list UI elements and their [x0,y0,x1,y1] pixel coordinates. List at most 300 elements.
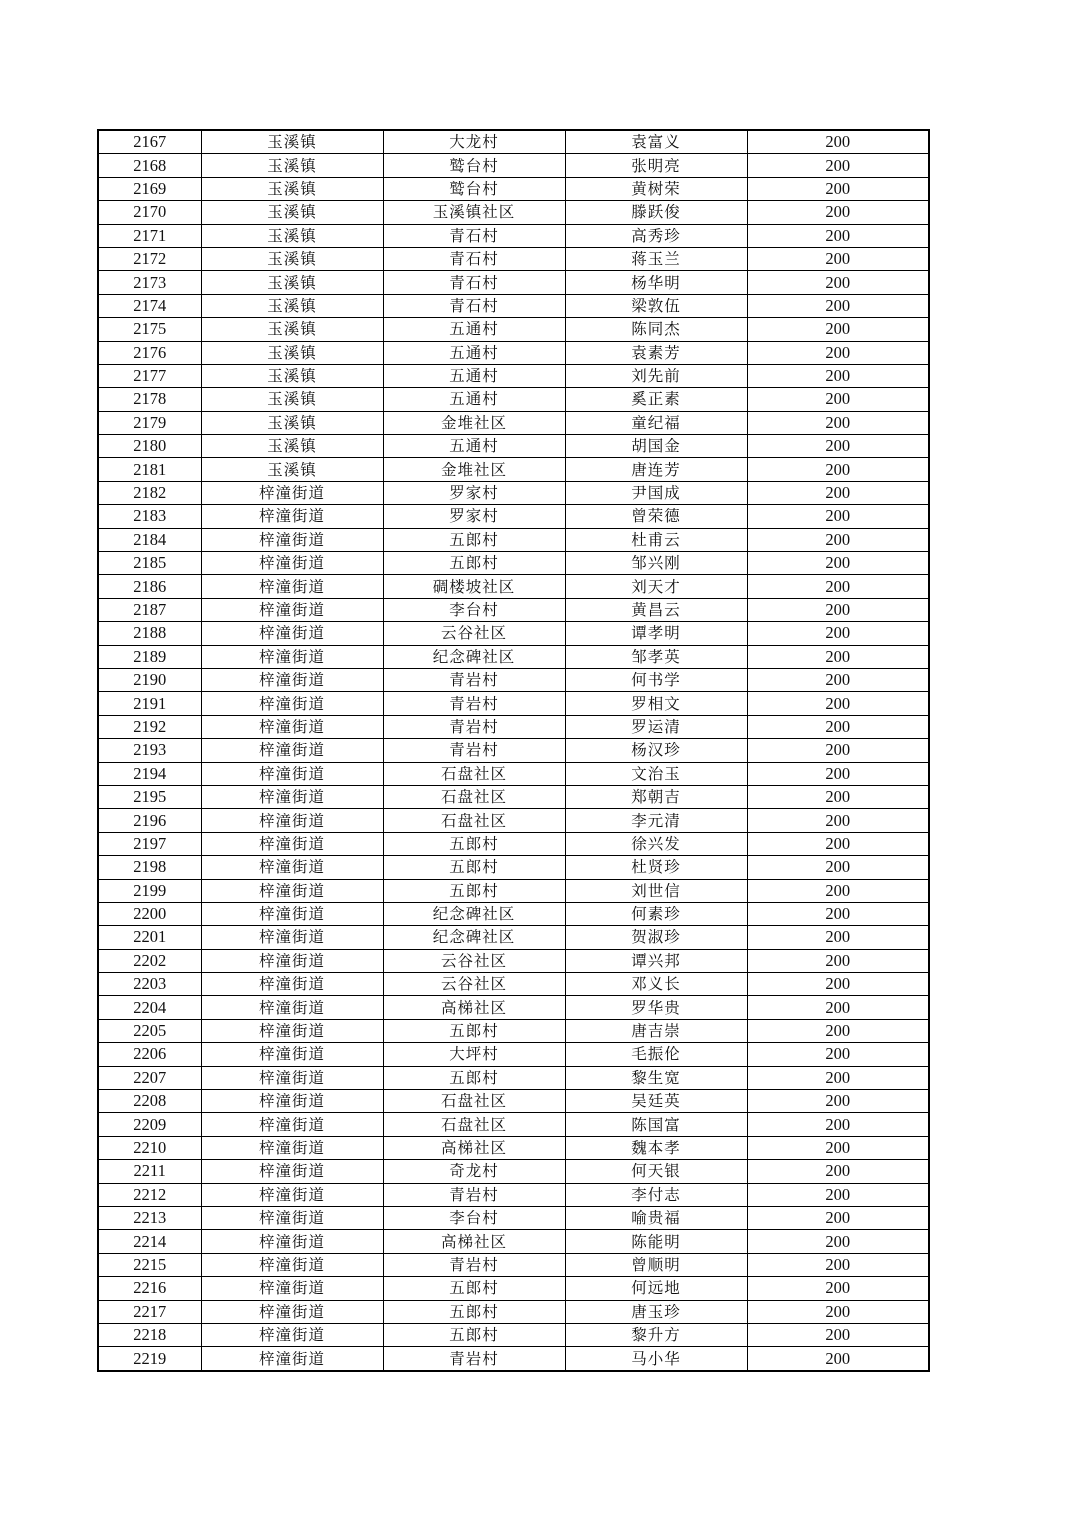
name-cell: 罗相文 [565,692,747,715]
row-number: 2183 [98,505,201,528]
row-number: 2193 [98,739,201,762]
town-cell: 梓潼街道 [201,505,383,528]
village-cell: 鹫台村 [383,177,565,200]
village-cell: 五通村 [383,364,565,387]
table-row [98,528,929,551]
table-row [98,762,929,785]
amount-cell: 200 [747,598,929,621]
table-row [98,902,929,925]
row-number: 2205 [98,1019,201,1042]
row-number: 2218 [98,1323,201,1346]
amount-cell: 200 [747,154,929,177]
table-row [98,481,929,504]
row-number: 2184 [98,528,201,551]
amount-cell: 200 [747,364,929,387]
town-cell: 玉溪镇 [201,224,383,247]
row-number: 2192 [98,715,201,738]
row-number: 2209 [98,1113,201,1136]
amount-cell: 200 [747,1019,929,1042]
row-number: 2168 [98,154,201,177]
row-number: 2197 [98,832,201,855]
row-number: 2203 [98,973,201,996]
row-number: 2216 [98,1277,201,1300]
table-row [98,1113,929,1136]
name-cell: 唐玉珍 [565,1300,747,1323]
town-cell: 梓潼街道 [201,1160,383,1183]
table-row [98,294,929,317]
row-number: 2211 [98,1160,201,1183]
table-row [98,879,929,902]
village-cell: 云谷社区 [383,949,565,972]
table-row [98,505,929,528]
village-cell: 石盘社区 [383,762,565,785]
amount-cell: 200 [747,481,929,504]
name-cell: 奚正素 [565,388,747,411]
name-cell: 罗华贵 [565,996,747,1019]
table-row [98,271,929,294]
name-cell: 李元清 [565,809,747,832]
village-cell: 高梯社区 [383,1230,565,1253]
amount-cell: 200 [747,1136,929,1159]
row-number: 2204 [98,996,201,1019]
row-number: 2170 [98,201,201,224]
amount-cell: 200 [747,1300,929,1323]
name-cell: 黎生宽 [565,1066,747,1089]
amount-cell: 200 [747,318,929,341]
town-cell: 梓潼街道 [201,1043,383,1066]
village-cell: 纪念碑社区 [383,645,565,668]
town-cell: 梓潼街道 [201,762,383,785]
village-cell: 青岩村 [383,1253,565,1276]
town-cell: 梓潼街道 [201,1113,383,1136]
amount-cell: 200 [747,1183,929,1206]
name-cell: 邓义长 [565,973,747,996]
town-cell: 梓潼街道 [201,575,383,598]
table-row [98,668,929,691]
village-cell: 青石村 [383,271,565,294]
village-cell: 青岩村 [383,692,565,715]
village-cell: 五郎村 [383,1066,565,1089]
name-cell: 毛振伦 [565,1043,747,1066]
row-number: 2212 [98,1183,201,1206]
row-number: 2187 [98,598,201,621]
table-row [98,832,929,855]
amount-cell: 200 [747,926,929,949]
table-row [98,1090,929,1113]
town-cell: 梓潼街道 [201,785,383,808]
town-cell: 玉溪镇 [201,435,383,458]
town-cell: 梓潼街道 [201,973,383,996]
row-number: 2196 [98,809,201,832]
amount-cell: 200 [747,1253,929,1276]
village-cell: 李台村 [383,598,565,621]
amount-cell: 200 [747,411,929,434]
village-cell: 石盘社区 [383,809,565,832]
table-row [98,1230,929,1253]
row-number: 2195 [98,785,201,808]
town-cell: 梓潼街道 [201,1090,383,1113]
village-cell: 高梯社区 [383,996,565,1019]
table-row [98,1066,929,1089]
row-number: 2200 [98,902,201,925]
village-cell: 纪念碑社区 [383,926,565,949]
village-cell: 五通村 [383,388,565,411]
town-cell: 梓潼街道 [201,645,383,668]
village-cell: 鹫台村 [383,154,565,177]
table-row [98,645,929,668]
name-cell: 谭孝明 [565,622,747,645]
name-cell: 何天银 [565,1160,747,1183]
subsidy-list-table [97,129,930,1372]
amount-cell: 200 [747,739,929,762]
table-row [98,224,929,247]
amount-cell: 200 [747,247,929,270]
amount-cell: 200 [747,1160,929,1183]
table-row [98,247,929,270]
table-row [98,154,929,177]
town-cell: 梓潼街道 [201,1183,383,1206]
row-number: 2180 [98,435,201,458]
name-cell: 唐连芳 [565,458,747,481]
row-number: 2178 [98,388,201,411]
town-cell: 梓潼街道 [201,1066,383,1089]
row-number: 2208 [98,1090,201,1113]
village-cell: 五通村 [383,435,565,458]
town-cell: 梓潼街道 [201,1206,383,1229]
village-cell: 青石村 [383,247,565,270]
row-number: 2217 [98,1300,201,1323]
amount-cell: 200 [747,201,929,224]
village-cell: 五通村 [383,318,565,341]
town-cell: 玉溪镇 [201,458,383,481]
table-body [98,130,929,1371]
amount-cell: 200 [747,1113,929,1136]
name-cell: 徐兴发 [565,832,747,855]
name-cell: 唐吉崇 [565,1019,747,1042]
town-cell: 梓潼街道 [201,598,383,621]
row-number: 2210 [98,1136,201,1159]
village-cell: 纪念碑社区 [383,902,565,925]
amount-cell: 200 [747,902,929,925]
name-cell: 黎升方 [565,1323,747,1346]
amount-cell: 200 [747,575,929,598]
village-cell: 石盘社区 [383,1113,565,1136]
name-cell: 杜甫云 [565,528,747,551]
row-number: 2213 [98,1206,201,1229]
town-cell: 玉溪镇 [201,364,383,387]
village-cell: 五郎村 [383,832,565,855]
town-cell: 梓潼街道 [201,715,383,738]
table-row [98,177,929,200]
village-cell: 青岩村 [383,1347,565,1371]
town-cell: 玉溪镇 [201,247,383,270]
name-cell: 滕跃俊 [565,201,747,224]
amount-cell: 200 [747,949,929,972]
table-row [98,949,929,972]
table-row [98,1206,929,1229]
row-number: 2171 [98,224,201,247]
village-cell: 石盘社区 [383,785,565,808]
town-cell: 梓潼街道 [201,692,383,715]
table-row [98,552,929,575]
amount-cell: 200 [747,435,929,458]
name-cell: 黄昌云 [565,598,747,621]
amount-cell: 200 [747,130,929,154]
table-row [98,739,929,762]
table-row [98,996,929,1019]
table-row [98,1136,929,1159]
town-cell: 梓潼街道 [201,1277,383,1300]
table-row [98,598,929,621]
table-row [98,364,929,387]
amount-cell: 200 [747,177,929,200]
town-cell: 玉溪镇 [201,130,383,154]
town-cell: 梓潼街道 [201,949,383,972]
town-cell: 玉溪镇 [201,341,383,364]
name-cell: 高秀珍 [565,224,747,247]
row-number: 2181 [98,458,201,481]
town-cell: 梓潼街道 [201,552,383,575]
name-cell: 刘天才 [565,575,747,598]
table-row [98,1160,929,1183]
amount-cell: 200 [747,341,929,364]
amount-cell: 200 [747,224,929,247]
village-cell: 云谷社区 [383,622,565,645]
name-cell: 邹兴刚 [565,552,747,575]
village-cell: 五郎村 [383,856,565,879]
town-cell: 梓潼街道 [201,809,383,832]
town-cell: 梓潼街道 [201,1230,383,1253]
village-cell: 五郎村 [383,552,565,575]
row-number: 2206 [98,1043,201,1066]
table-row [98,575,929,598]
row-number: 2219 [98,1347,201,1371]
row-number: 2185 [98,552,201,575]
village-cell: 碉楼坡社区 [383,575,565,598]
amount-cell: 200 [747,1323,929,1346]
village-cell: 大坪村 [383,1043,565,1066]
amount-cell: 200 [747,668,929,691]
row-number: 2199 [98,879,201,902]
name-cell: 袁素芳 [565,341,747,364]
amount-cell: 200 [747,645,929,668]
name-cell: 刘世信 [565,879,747,902]
town-cell: 梓潼街道 [201,622,383,645]
town-cell: 梓潼街道 [201,1136,383,1159]
table-row [98,1347,929,1371]
name-cell: 李付志 [565,1183,747,1206]
name-cell: 邹孝英 [565,645,747,668]
village-cell: 李台村 [383,1206,565,1229]
table-row [98,809,929,832]
row-number: 2169 [98,177,201,200]
amount-cell: 200 [747,856,929,879]
village-cell: 青岩村 [383,668,565,691]
amount-cell: 200 [747,1043,929,1066]
table-row [98,435,929,458]
table-row [98,1300,929,1323]
amount-cell: 200 [747,785,929,808]
town-cell: 梓潼街道 [201,1253,383,1276]
village-cell: 高梯社区 [383,1136,565,1159]
town-cell: 梓潼街道 [201,739,383,762]
name-cell: 何书学 [565,668,747,691]
row-number: 2173 [98,271,201,294]
town-cell: 梓潼街道 [201,1347,383,1371]
village-cell: 五郎村 [383,879,565,902]
amount-cell: 200 [747,973,929,996]
table-row [98,1019,929,1042]
name-cell: 吴廷英 [565,1090,747,1113]
amount-cell: 200 [747,809,929,832]
amount-cell: 200 [747,1206,929,1229]
name-cell: 杨汉珍 [565,739,747,762]
town-cell: 梓潼街道 [201,481,383,504]
town-cell: 梓潼街道 [201,902,383,925]
town-cell: 梓潼街道 [201,1019,383,1042]
name-cell: 黄树荣 [565,177,747,200]
village-cell: 五郎村 [383,1323,565,1346]
name-cell: 张明亮 [565,154,747,177]
amount-cell: 200 [747,1277,929,1300]
row-number: 2198 [98,856,201,879]
row-number: 2167 [98,130,201,154]
name-cell: 马小华 [565,1347,747,1371]
village-cell: 玉溪镇社区 [383,201,565,224]
village-cell: 大龙村 [383,130,565,154]
row-number: 2190 [98,668,201,691]
name-cell: 胡国金 [565,435,747,458]
village-cell: 青岩村 [383,1183,565,1206]
village-cell: 五郎村 [383,1019,565,1042]
table-row [98,1277,929,1300]
name-cell: 杨华明 [565,271,747,294]
row-number: 2202 [98,949,201,972]
town-cell: 玉溪镇 [201,154,383,177]
row-number: 2179 [98,411,201,434]
row-number: 2176 [98,341,201,364]
row-number: 2191 [98,692,201,715]
table-row [98,715,929,738]
row-number: 2177 [98,364,201,387]
table-row [98,130,929,154]
village-cell: 青石村 [383,294,565,317]
town-cell: 玉溪镇 [201,318,383,341]
town-cell: 梓潼街道 [201,832,383,855]
row-number: 2189 [98,645,201,668]
table-row [98,318,929,341]
name-cell: 尹国成 [565,481,747,504]
name-cell: 童纪福 [565,411,747,434]
amount-cell: 200 [747,552,929,575]
name-cell: 喻贵福 [565,1206,747,1229]
table-row [98,1043,929,1066]
name-cell: 何远地 [565,1277,747,1300]
name-cell: 曾荣德 [565,505,747,528]
amount-cell: 200 [747,388,929,411]
name-cell: 陈能明 [565,1230,747,1253]
town-cell: 梓潼街道 [201,1323,383,1346]
row-number: 2207 [98,1066,201,1089]
village-cell: 奇龙村 [383,1160,565,1183]
village-cell: 五郎村 [383,1300,565,1323]
name-cell: 文治玉 [565,762,747,785]
amount-cell: 200 [747,505,929,528]
amount-cell: 200 [747,1090,929,1113]
row-number: 2174 [98,294,201,317]
name-cell: 陈国富 [565,1113,747,1136]
village-cell: 金堆社区 [383,411,565,434]
amount-cell: 200 [747,879,929,902]
town-cell: 梓潼街道 [201,879,383,902]
name-cell: 魏本孝 [565,1136,747,1159]
town-cell: 玉溪镇 [201,201,383,224]
row-number: 2215 [98,1253,201,1276]
town-cell: 梓潼街道 [201,996,383,1019]
row-number: 2172 [98,247,201,270]
row-number: 2175 [98,318,201,341]
table-row [98,201,929,224]
village-cell: 金堆社区 [383,458,565,481]
name-cell: 罗运清 [565,715,747,738]
row-number: 2188 [98,622,201,645]
village-cell: 罗家村 [383,481,565,504]
row-number: 2182 [98,481,201,504]
amount-cell: 200 [747,622,929,645]
name-cell: 梁敦伍 [565,294,747,317]
table-row [98,411,929,434]
amount-cell: 200 [747,1347,929,1371]
town-cell: 玉溪镇 [201,294,383,317]
village-cell: 罗家村 [383,505,565,528]
row-number: 2214 [98,1230,201,1253]
name-cell: 杜贤珍 [565,856,747,879]
table-row [98,1323,929,1346]
village-cell: 青石村 [383,224,565,247]
amount-cell: 200 [747,458,929,481]
name-cell: 郑朝吉 [565,785,747,808]
town-cell: 梓潼街道 [201,668,383,691]
town-cell: 梓潼街道 [201,1300,383,1323]
name-cell: 袁富义 [565,130,747,154]
amount-cell: 200 [747,832,929,855]
amount-cell: 200 [747,294,929,317]
amount-cell: 200 [747,692,929,715]
amount-cell: 200 [747,528,929,551]
town-cell: 梓潼街道 [201,926,383,949]
village-cell: 青岩村 [383,715,565,738]
name-cell: 谭兴邦 [565,949,747,972]
amount-cell: 200 [747,1230,929,1253]
table-row [98,785,929,808]
village-cell: 五郎村 [383,528,565,551]
town-cell: 玉溪镇 [201,388,383,411]
name-cell: 何素珍 [565,902,747,925]
name-cell: 贺淑珍 [565,926,747,949]
village-cell: 五郎村 [383,1277,565,1300]
table-row [98,388,929,411]
table-row [98,341,929,364]
village-cell: 青岩村 [383,739,565,762]
name-cell: 刘先前 [565,364,747,387]
name-cell: 蒋玉兰 [565,247,747,270]
table-row [98,1183,929,1206]
table-row [98,926,929,949]
amount-cell: 200 [747,996,929,1019]
amount-cell: 200 [747,762,929,785]
table-row [98,973,929,996]
row-number: 2194 [98,762,201,785]
